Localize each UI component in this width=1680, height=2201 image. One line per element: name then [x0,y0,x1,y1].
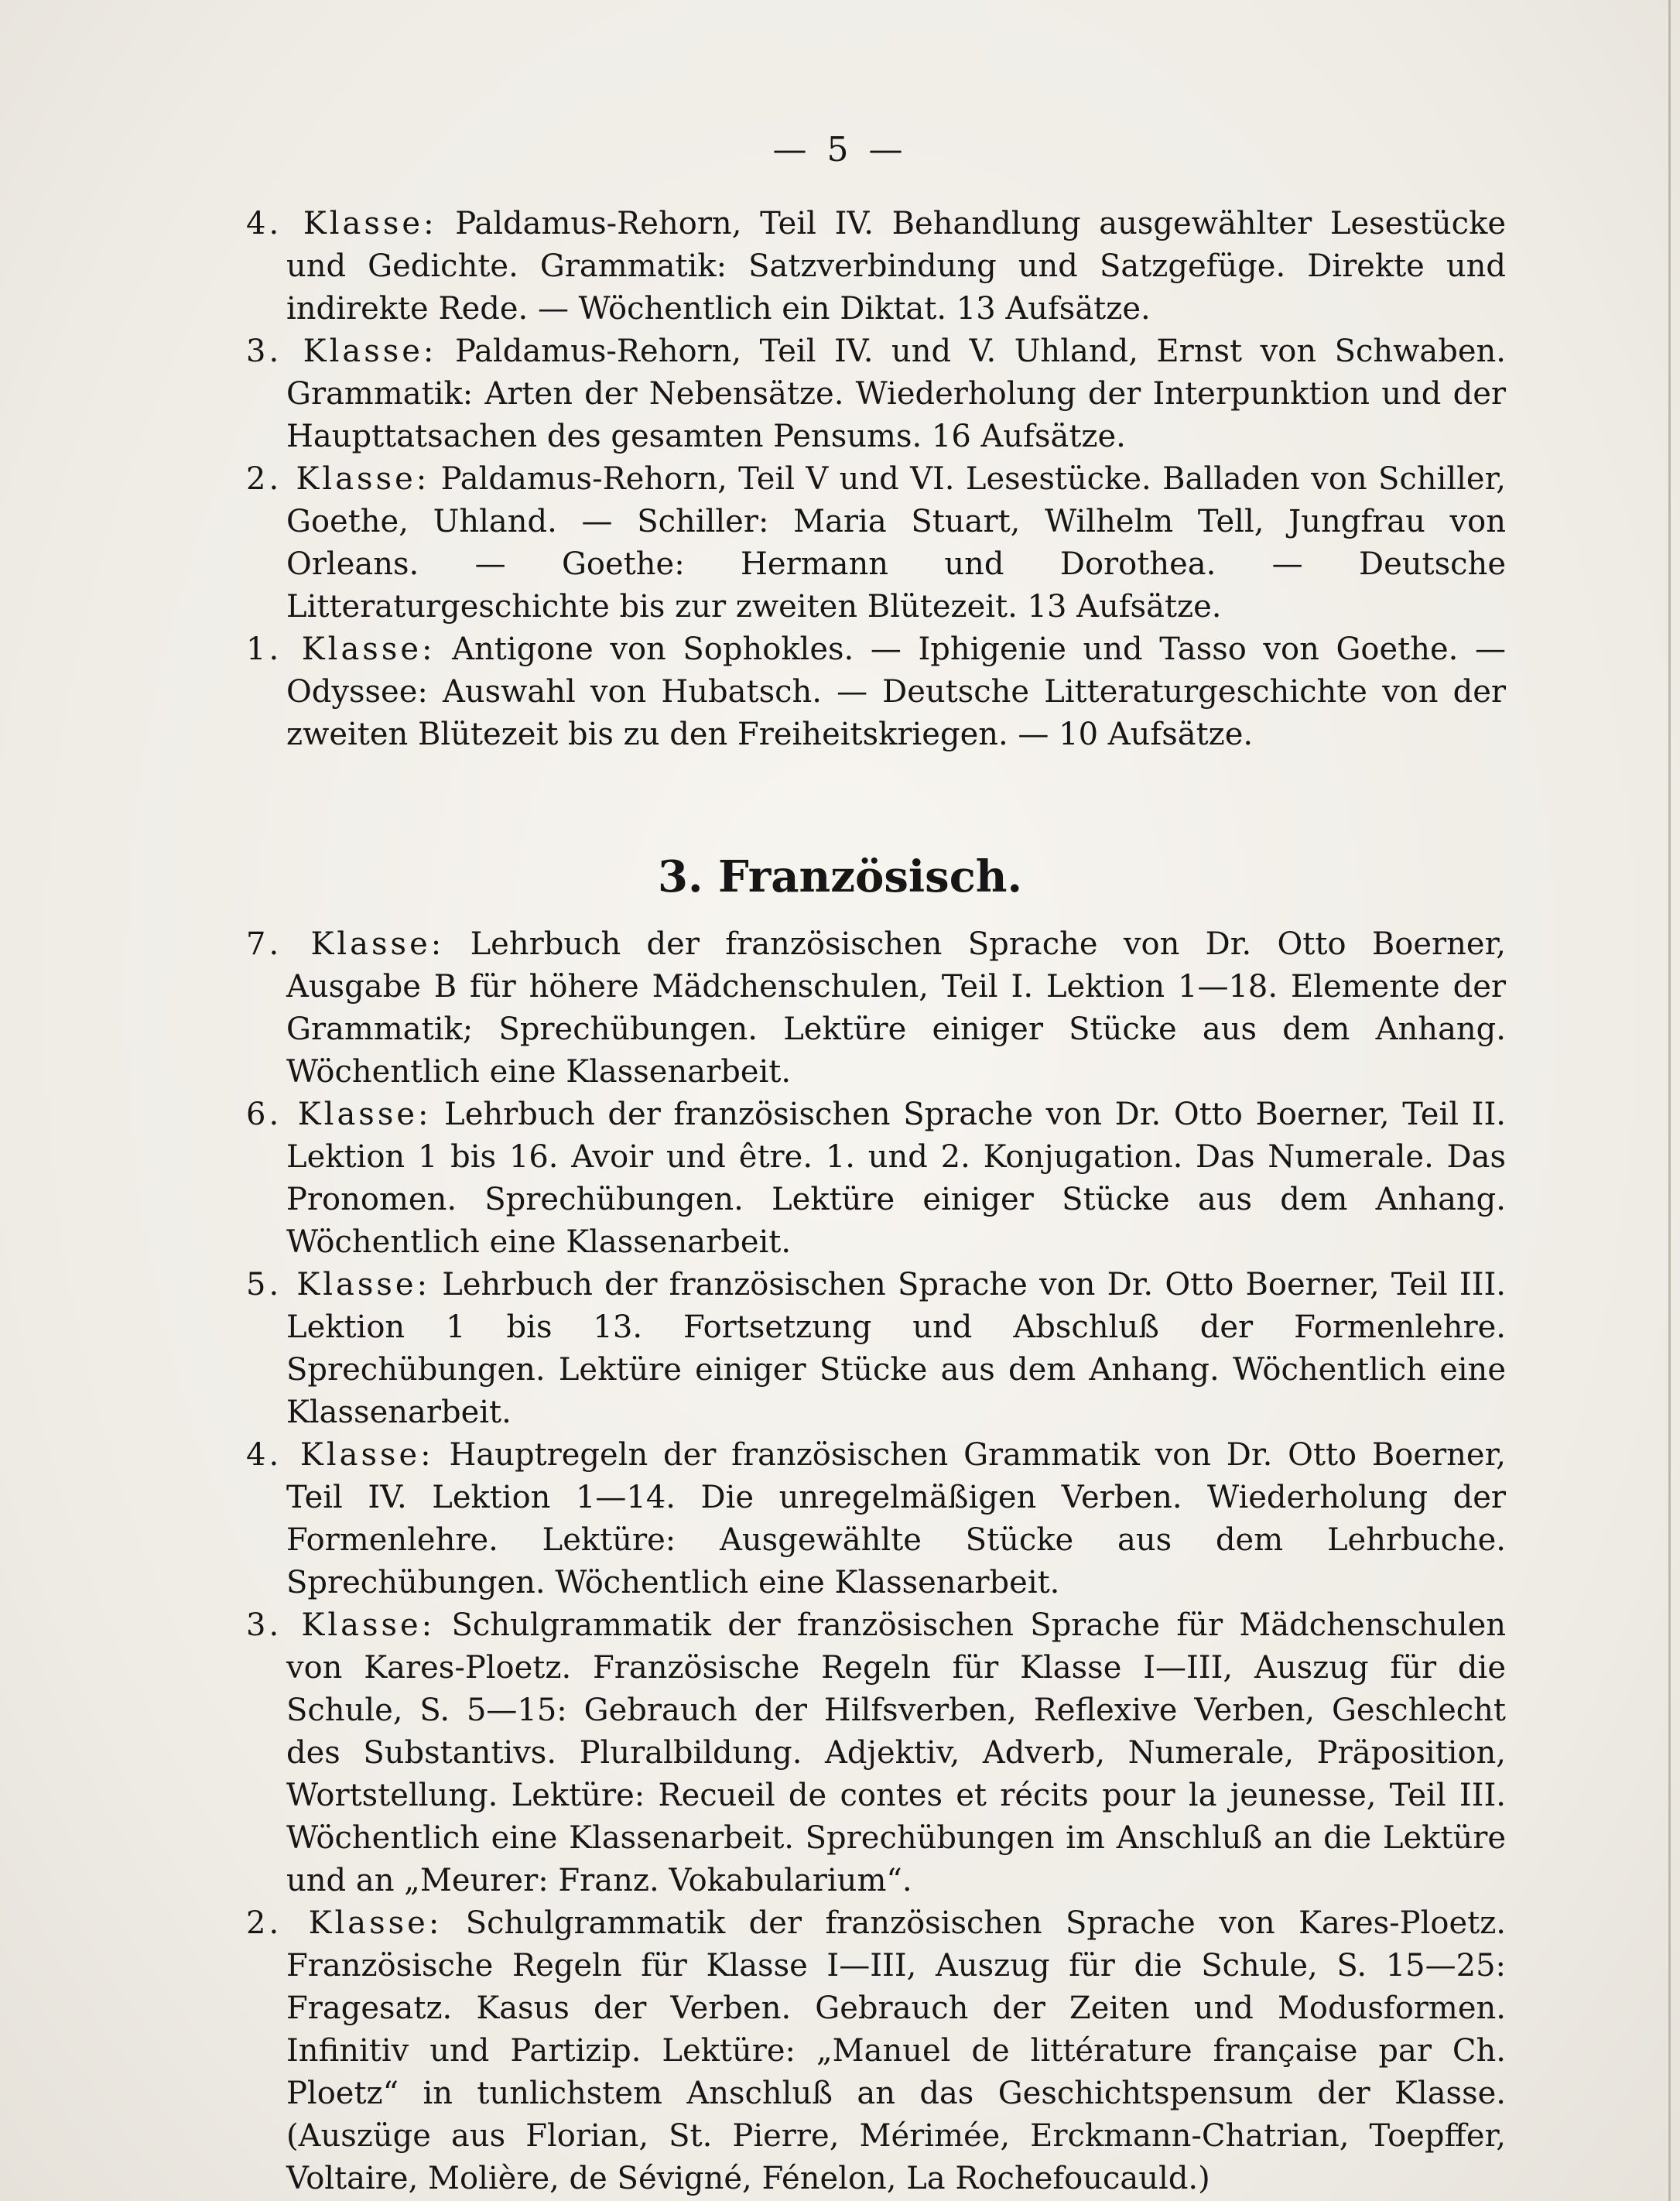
klasse-label: 4. Klasse: [246,206,437,241]
klasse-label: 2. Klasse: [246,1905,443,1941]
klasse-label: 7. Klasse: [246,926,445,962]
klasse-label: 3. Klasse: [246,1607,436,1643]
klasse-label: 5. Klasse: [246,1267,431,1302]
entry-klasse-4-german [246,203,1506,330]
entry-text: Paldamus-Rehorn, Teil IV. Behandlung ausgewählter Lesestücke und Gedichte. Grammatik: Satzverbindung und Satzgefüge. Direkte und indirekte Rede. — Wöchentlich ein Diktat. 13 Aufsätze. [286,206,1506,327]
klasse-label: 6. Klasse: [246,1097,432,1132]
entry-klasse-3-german [246,330,1506,458]
entry-text: Hauptregeln der französischen Grammatik von Dr. Otto Boerner, Teil IV. Lektion 1—14. Die unregelmäßigen Verben. Wiederholung der Formenlehre. Lektüre: Ausgewählte Stücke aus dem Lehrbuche. Sprechübungen. Wöchentlich eine Klassenarbeit. [286,1437,1507,1600]
entry-text: Lehrbuch der französischen Sprache von Dr. Otto Boerner, Teil II. Lektion 1 bis 16. Avoir und être. 1. und 2. Konjugation. Das Numerale. Das Pronomen. Sprechübungen. Lektüre einiger Stücke aus dem Anhang. Wöchentlich eine Klassenarbeit. [286,1097,1506,1260]
page-number: — 5 — [772,130,908,169]
entry-text: Paldamus-Rehorn, Teil V und VI. Lesestücke. Balladen von Schiller, Goethe, Uhland. — Schiller: Maria Stuart, Wilhelm Tell, Jungfrau von Orleans. — Goethe: Hermann und Dorothea. — Deutsche Litteraturgeschichte bis zur zweiten Blütezeit. 13 Aufsätze. [286,461,1507,625]
klasse-label: 4. Klasse: [246,1437,434,1473]
entry-klasse-5-french [246,1264,1506,1434]
klasse-label: 2. Klasse: [246,461,430,497]
entry-klasse-2-french [246,1902,1506,2200]
entry-text: Schulgrammatik der französischen Sprache von Kares-Ploetz. Französische Regeln für Klasse I—III, Auszug für die Schule, S. 15—25: Fragesatz. Kasus der Verben. Gebrauch der Zeiten und Modusformen. Infinitiv und Partizip. Lektüre: „Manuel de littérature française par Ch. Ploetz“ in tunlichstem Anschluß an das Geschichtspensum der Klasse. (Auszüge aus Florian, St. Pierre, Mérimée, Erckmann-Chatrian, Toepffer, Voltaire, Molière, de Sévigné, Fénelon, La Rochefoucauld.) [286,1905,1507,2196]
klasse-label: 3. Klasse: [246,334,437,369]
entry-text: Lehrbuch der französischen Sprache von Dr. Otto Boerner, Teil III. Lektion 1 bis 13. Fortsetzung und Abschluß der Formenlehre. Sprechübungen. Lektüre einiger Stücke aus dem Anhang. Wöchentlich eine Klassenarbeit. [286,1267,1506,1430]
klasse-label: 1. Klasse: [246,632,436,667]
page-edge-rule [1668,0,1671,2201]
entry-klasse-4-french [246,1434,1506,1604]
entry-text: Lehrbuch der französischen Sprache von Dr. Otto Boerner, Ausgabe B für höhere Mädchenschulen, Teil I. Lektion 1—18. Elemente der Grammatik; Sprechübungen. Lektüre einiger Stücke aus dem Anhang. Wöchentlich eine Klassenarbeit. [286,926,1507,1090]
entry-klasse-6-french [246,1094,1506,1264]
section-heading-franzoesisch: 3. Französisch. [657,851,1023,902]
entry-klasse-2-german [246,458,1506,628]
german-curriculum-section [246,203,1506,756]
entry-text: Antigone von Sophokles. — Iphigenie und Tasso von Goethe. — Odyssee: Auswahl von Hubatsch. — Deutsche Litteraturgeschichte von der zweiten Blütezeit bis zu den Freiheitskriegen. — 10 Aufsätze. [286,632,1507,752]
entry-klasse-7-french [246,923,1506,1094]
entry-text: Paldamus-Rehorn, Teil IV. und V. Uhland, Ernst von Schwaben. Grammatik: Arten der Nebensätze. Wiederholung der Interpunktion und der Haupttatsachen des gesamten Pensums. 16 Aufsätze. [286,334,1507,454]
entry-klasse-1-german [246,628,1506,756]
french-curriculum-section [246,923,1506,2200]
entry-klasse-3-french [246,1604,1506,1902]
entry-text: Schulgrammatik der französischen Sprache für Mädchenschulen von Kares-Ploetz. Französische Regeln für Klasse I—III, Auszug für die Schule, S. 5—15: Gebrauch der Hilfsverben, Reflexive Verben, Geschlecht des Substantivs. Pluralbildung. Adjektiv, Adverb, Numerale, Präposition, Wortstellung. Lektüre: Recueil de contes et récits pour la jeunesse, Teil III. Wöchentlich eine Klassenarbeit. Sprechübungen im Anschluß an die Lektüre und an „Meurer: Franz. Vokabularium“. [286,1607,1507,1898]
